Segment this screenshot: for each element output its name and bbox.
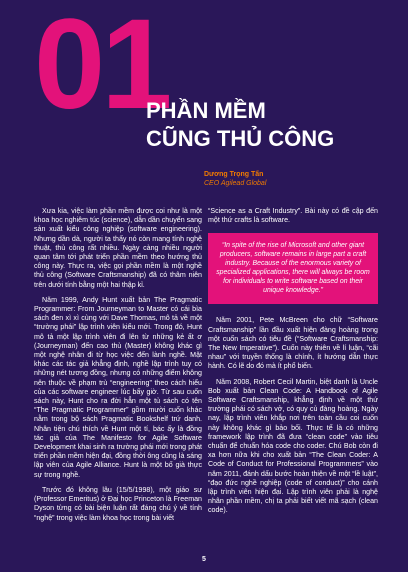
left-paragraph-2: Năm 1999, Andy Hunt xuất bản The Pragmatic Programmer: From Journeyman to Master có cái bìa sách đen xì xì cùng với Dave Thomas, mô tả về một “trường phái” lập trình viên kiểu mới. Trong đó, Hunt mô tả một lập trình viên đi lên từ những kẻ ất ơ (Journeyman) đến cao thủ (Master) không khác gì một nghệ nhân đi từ học việc đến lành nghề. Mặt khác các tác giả khẳng định, nghề lập trình tuy có những nét tương đồng, nhưng có những điểm không nên thuộc về phạm trù “engineering” theo cách hiểu của các software engineer lúc bấy giờ. Từ sau cuốn sách này, Hunt cho ra đời hẳn một tủ sách có tên “The Pragmatic Programmer” gồm mười cuốn khác nằm trong bộ sách Pragmatic Bookshelf trứ danh. Nhân tiện chú thích về Hunt một tí, bác ấy là đồng tác giả của The Manifesto for Agile Software Development khai sinh ra trường phái mới trong phát triển phần mềm hiện đại, đồng thời ông cũng là sáng lập viên của Agile Alliance. Hunt là một bố già thực sự trong nghề. xyxy=(34,295,202,479)
left-paragraph-1: Xưa kia, việc làm phần mềm được coi như là một khoa học nghiêm túc (science), dẫn dần chuyển sang sản xuất kiểu công nghiệp (software engineering). Nhưng dần dà, người ta thấy nó còn mang tính nghệ thuật, thủ công rất nhiều. Ngày càng nhiều người quan tâm tới phát triển phần mềm theo hướng thủ công này. Thực ra, việc gọi phần mềm là một nghề thủ công (Software Craftsmanship) đã có thâm niên trên dưới tính bằng một hai thập kỉ. xyxy=(34,207,202,289)
pull-quote: “In spite of the rise of Microsoft and other giant producers, software remains in large part a craft industry. Because of the enormous variety of specialized applications, there will always be room for individuals to write software based on their unique knowledge.” xyxy=(208,233,378,304)
author-org: CEO Agilead Global xyxy=(204,180,267,187)
author-byline xyxy=(204,170,266,188)
chapter-title xyxy=(146,97,334,153)
left-column xyxy=(34,207,202,529)
chapter-number: 01 xyxy=(34,0,169,136)
chapter-title-line-2: CŨNG THỦ CÔNG xyxy=(146,126,335,151)
right-column xyxy=(208,207,378,522)
author-name: Dương Trọng Tấn xyxy=(204,171,264,178)
right-paragraph-1: Năm 2001, Pete McBreen cho chữ “Software Craftsmanship” lần đầu xuất hiện đàng hoàng trong một cuốn sách có tiêu đề (“Software Craftsmanship: The New Imperative”). Cuốn này thiên về lí luận, “cãi nhau” với truyền thống là chính, ít hướng dẫn thực hành. Có lẽ do đó mà ít phổ biến. xyxy=(208,316,378,371)
left-paragraph-3: Trước đó không lâu (15/5/1998), một giáo sư (Professor Emeritus) ở Đại học Princeton là Freeman Dyson từng có bài biện luận rất đáng chú ý về tính “nghệ” trong việc làm khoa học trong bài viết xyxy=(34,485,202,522)
right-paragraph-2: Năm 2008, Robert Cecil Martin, biệt danh là Uncle Bob xuất bản Clean Code: A Handbook of Agile Software Craftsmanship, khẳng định về một thứ trường phái có sách vở, có quy củ đàng hoàng. Ngày nay, lập trình viên khắp nơi trên toàn cầu coi cuốn này không khác gì bảo bối. Thực tế là có những framework lập trình đã đưa “clean code” vào tiêu chuẩn để chuẩn hóa code cho coder. Chú Bob còn đi xa hơn nữa khi cho xuất bản “The Clean Coder: A Code of Conduct for Professional Programmers” vào năm 2011, đánh dấu bước hoàn thiện về một “lề luật”, “đạo đức nghề nghiệp (code of conduct)” cho cánh lập trình viên hiện đại. Lập trình viên phải là nghệ nhân phần mềm, chị ta phải biết viết mã sạch (clean code). xyxy=(208,377,378,515)
chapter-title-line-1: PHẦN MỀM xyxy=(146,98,266,123)
right-intro-paragraph: “Science as a Craft Industry”. Bài này có đề cập đến một thứ crafts là software. xyxy=(208,207,378,225)
page-number: 5 xyxy=(202,556,206,563)
